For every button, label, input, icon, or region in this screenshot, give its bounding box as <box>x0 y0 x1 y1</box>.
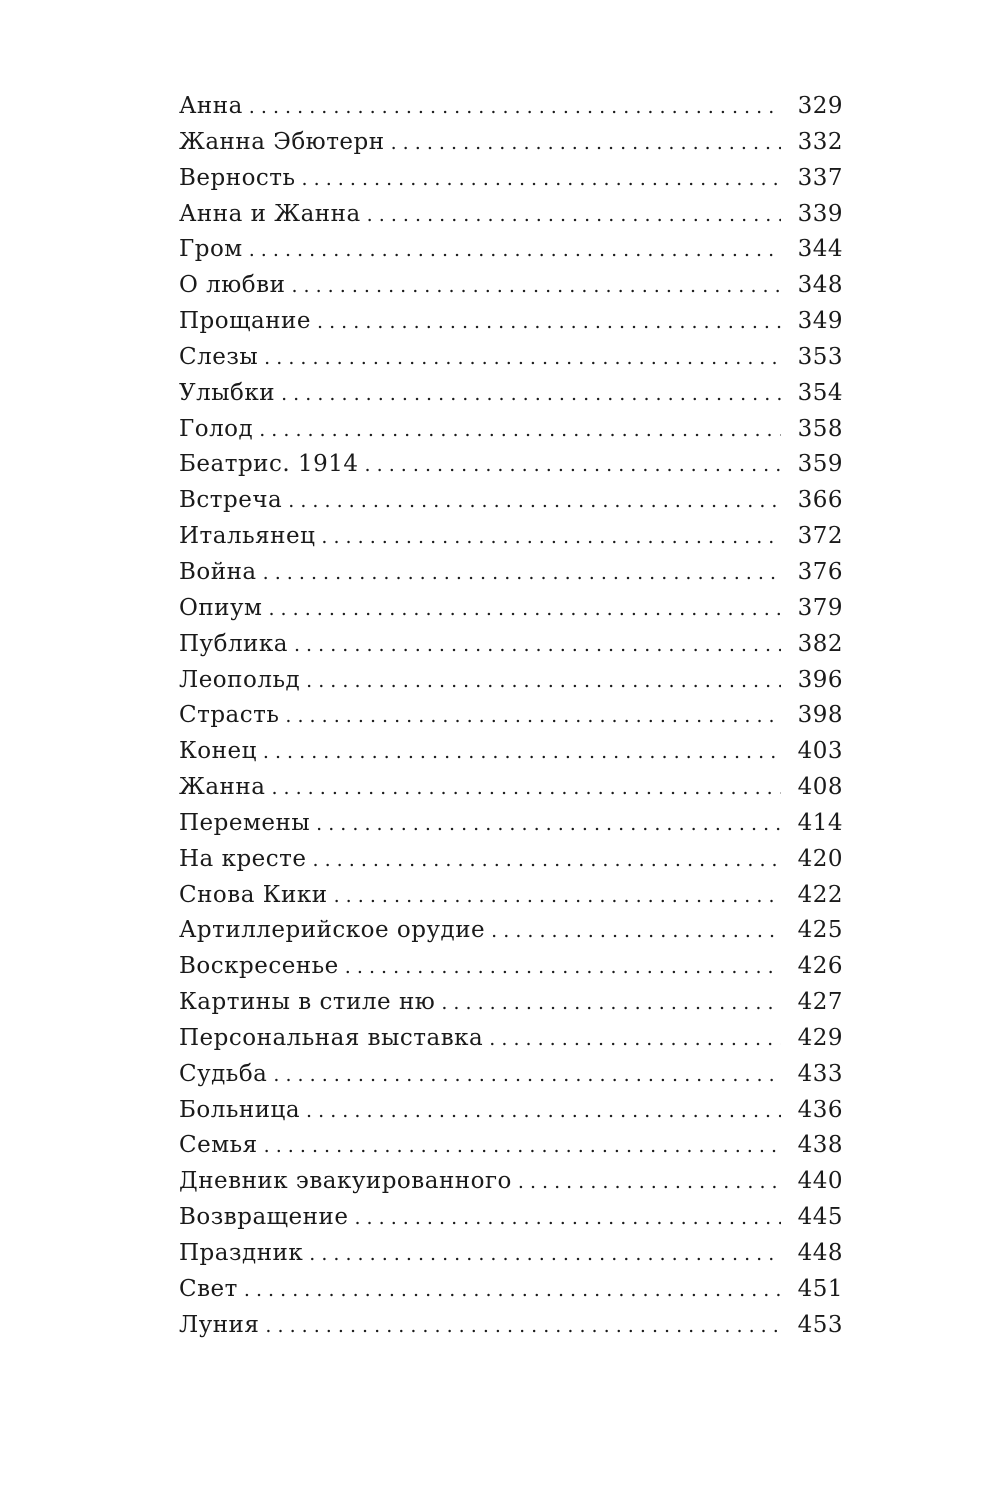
toc-entry <box>179 555 843 591</box>
toc-entry-page-number: 396 <box>797 666 843 693</box>
toc-dot-leader <box>306 664 781 700</box>
toc-entry-page-number: 440 <box>797 1168 843 1195</box>
toc-entry-title: Возвращение <box>179 1204 349 1231</box>
toc-dot-leader <box>491 914 781 950</box>
toc-entry <box>179 125 843 161</box>
toc-entry-title: Итальянец <box>179 523 316 550</box>
toc-entry-page-number: 359 <box>797 451 843 478</box>
toc-entry <box>179 412 843 448</box>
toc-dot-leader <box>367 198 781 234</box>
toc-entry-title: Анна <box>179 93 243 119</box>
toc-entry-title: Леопольд <box>179 666 301 693</box>
toc-entry <box>179 304 843 340</box>
toc-dot-leader <box>263 735 781 771</box>
toc-entry <box>179 806 843 842</box>
toc-dot-leader <box>302 162 781 198</box>
toc-entry <box>179 483 843 519</box>
toc-dot-leader <box>321 520 781 556</box>
toc-entry <box>179 1093 843 1129</box>
toc-entry <box>179 376 843 412</box>
toc-dot-leader <box>291 269 781 305</box>
toc-entry-title: Семья <box>179 1132 258 1159</box>
toc-entry-page-number: 382 <box>797 630 843 657</box>
toc-dot-leader <box>354 1201 781 1237</box>
toc-dot-leader <box>249 233 781 269</box>
toc-entry-page-number: 420 <box>797 845 843 872</box>
toc-entry-page-number: 332 <box>797 128 843 155</box>
toc-entry <box>179 232 843 268</box>
toc-entry-page-number: 376 <box>797 558 843 585</box>
toc-entry-page-number: 438 <box>797 1132 843 1159</box>
toc-entry-title: Улыбки <box>179 379 276 406</box>
toc-dot-leader <box>265 1309 781 1345</box>
toc-dot-leader <box>285 699 781 735</box>
toc-entry <box>179 698 843 734</box>
toc-entry-page-number: 398 <box>797 702 843 729</box>
toc-entry-page-number: 448 <box>797 1240 843 1266</box>
toc-entry-title: Больница <box>179 1096 301 1123</box>
toc-dot-leader <box>294 628 781 664</box>
toc-entry-title: Воскресенье <box>179 953 339 980</box>
toc-entry-title: Публика <box>179 630 288 657</box>
toc-entry-page-number: 339 <box>797 200 843 227</box>
toc-entry <box>179 591 843 627</box>
toc-dot-leader <box>264 1129 781 1165</box>
toc-entry <box>179 734 843 770</box>
toc-entry-title: Встреча <box>179 487 283 514</box>
toc-entry-page-number: 427 <box>797 989 843 1016</box>
toc-entry <box>179 268 843 304</box>
toc-entry-title: Дневник эвакуированного <box>179 1168 512 1195</box>
table-of-contents <box>179 89 843 1344</box>
toc-dot-leader <box>334 879 781 915</box>
toc-entry-title: Праздник <box>179 1240 304 1266</box>
toc-entry <box>179 197 843 233</box>
toc-entry <box>179 447 843 483</box>
toc-entry-title: Картины в стиле ню <box>179 989 436 1016</box>
toc-entry-page-number: 354 <box>797 379 843 406</box>
toc-entry-page-number: 329 <box>797 93 843 119</box>
toc-entry-title: Прощание <box>179 308 311 335</box>
toc-entry-title: Страсть <box>179 702 280 729</box>
toc-entry-page-number: 348 <box>797 272 843 299</box>
toc-dot-leader <box>268 592 781 628</box>
toc-entry <box>179 878 843 914</box>
toc-entry <box>179 1308 843 1344</box>
toc-entry-page-number: 422 <box>797 881 843 908</box>
toc-entry <box>179 1200 843 1236</box>
toc-entry-title: Анна и Жанна <box>179 200 361 227</box>
toc-entry-page-number: 429 <box>797 1024 843 1051</box>
toc-entry <box>179 519 843 555</box>
toc-entry-title: Жанна <box>179 774 266 801</box>
toc-entry-title: Голод <box>179 415 254 442</box>
toc-entry-title: Артиллерийское орудие <box>179 917 486 944</box>
toc-entry <box>179 842 843 878</box>
toc-entry <box>179 913 843 949</box>
toc-entry-page-number: 425 <box>797 917 843 944</box>
toc-dot-leader <box>317 305 781 341</box>
toc-dot-leader <box>441 986 781 1022</box>
toc-entry-title: Снова Кики <box>179 881 328 908</box>
toc-entry-title: Луния <box>179 1311 260 1338</box>
toc-dot-leader <box>273 1058 781 1094</box>
toc-entry-page-number: 453 <box>797 1311 843 1338</box>
toc-entry-page-number: 451 <box>797 1275 843 1302</box>
toc-entry-page-number: 445 <box>797 1204 843 1231</box>
toc-dot-leader <box>316 807 781 843</box>
toc-dot-leader <box>263 556 781 592</box>
toc-entry <box>179 161 843 197</box>
toc-entry-page-number: 372 <box>797 523 843 550</box>
toc-dot-leader <box>259 413 781 449</box>
toc-dot-leader <box>313 843 781 879</box>
toc-entry-title: Слезы <box>179 343 259 370</box>
toc-dot-leader <box>345 950 781 986</box>
toc-entry-title: Война <box>179 558 257 585</box>
toc-entry-title: Конец <box>179 738 257 765</box>
toc-dot-leader <box>281 377 781 413</box>
toc-entry-page-number: 433 <box>797 1060 843 1087</box>
toc-entry-page-number: 353 <box>797 343 843 370</box>
toc-entry <box>179 1128 843 1164</box>
toc-entry-title: Перемены <box>179 809 311 836</box>
toc-dot-leader <box>288 484 781 520</box>
toc-entry-page-number: 403 <box>797 738 843 765</box>
toc-dot-leader <box>391 126 781 162</box>
toc-entry <box>179 770 843 806</box>
toc-entry <box>179 1164 843 1200</box>
toc-entry-title: Свет <box>179 1275 238 1302</box>
toc-dot-leader <box>365 448 781 484</box>
toc-entry <box>179 1057 843 1093</box>
toc-entry <box>179 1021 843 1057</box>
toc-entry <box>179 627 843 663</box>
toc-dot-leader <box>244 1273 781 1309</box>
toc-dot-leader <box>309 1237 781 1273</box>
toc-entry-title: Беатрис. 1914 <box>179 451 359 478</box>
toc-dot-leader <box>264 341 781 377</box>
toc-entry-title: Судьба <box>179 1060 268 1087</box>
toc-entry-page-number: 379 <box>797 594 843 621</box>
toc-dot-leader <box>518 1165 781 1201</box>
toc-entry-title: На кресте <box>179 845 307 872</box>
toc-entry <box>179 1236 843 1272</box>
toc-entry-page-number: 337 <box>797 164 843 191</box>
toc-entry-page-number: 426 <box>797 953 843 980</box>
toc-entry-page-number: 349 <box>797 308 843 335</box>
toc-entry-title: Жанна Эбютерн <box>179 128 385 155</box>
toc-dot-leader <box>489 1022 781 1058</box>
toc-entry <box>179 340 843 376</box>
toc-entry <box>179 949 843 985</box>
toc-entry-title: Верность <box>179 164 296 191</box>
toc-entry-page-number: 344 <box>797 236 843 263</box>
toc-dot-leader <box>271 771 781 807</box>
toc-entry-page-number: 358 <box>797 415 843 442</box>
toc-entry-page-number: 366 <box>797 487 843 514</box>
toc-entry-page-number: 436 <box>797 1096 843 1123</box>
toc-entry-page-number: 414 <box>797 809 843 836</box>
toc-entry <box>179 985 843 1021</box>
toc-entry <box>179 89 843 125</box>
toc-entry-page-number: 408 <box>797 774 843 801</box>
toc-entry-title: О любви <box>179 272 286 299</box>
toc-entry <box>179 663 843 699</box>
toc-entry <box>179 1272 843 1308</box>
toc-entry-title: Персональная выставка <box>179 1024 484 1051</box>
toc-entry-title: Опиум <box>179 594 263 621</box>
toc-dot-leader <box>306 1094 781 1130</box>
toc-entry-title: Гром <box>179 236 243 263</box>
toc-dot-leader <box>249 90 781 126</box>
